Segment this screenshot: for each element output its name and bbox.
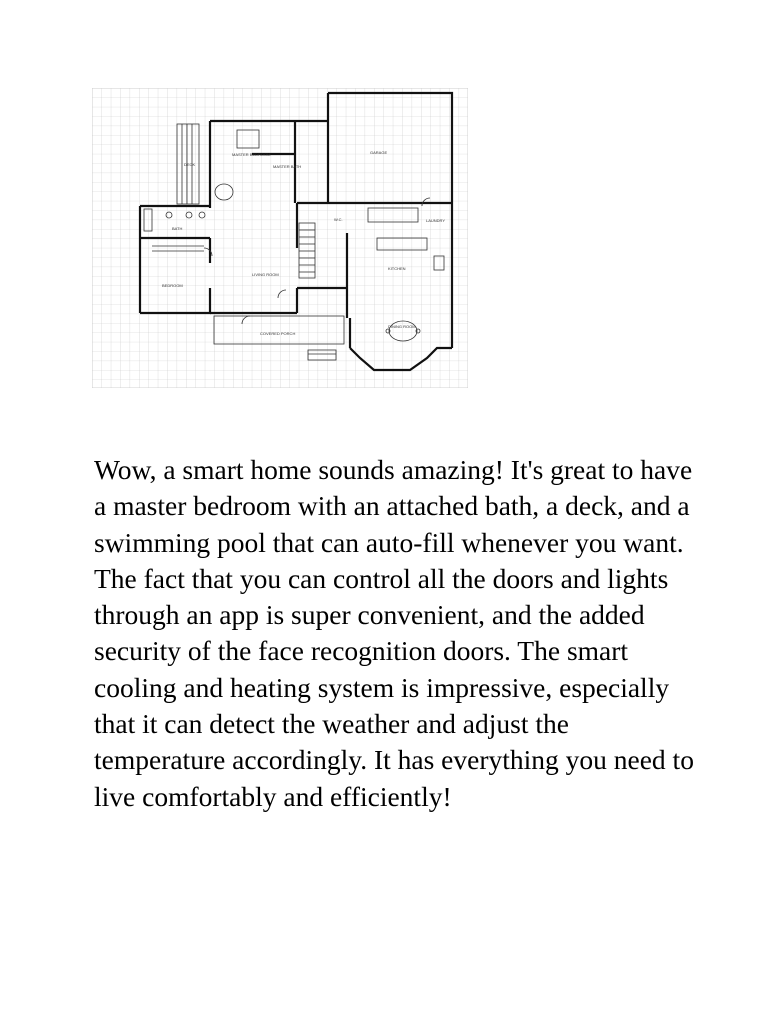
room-label-master-bedroom: MASTER BEDROOM — [232, 152, 271, 157]
body-paragraph: Wow, a smart home sounds amazing! It's great to have a master bedroom with an attached bath, a deck, and a swimming pool that can auto-fill whenever you want. The fact that you can control all the doors and lights through an app is super convenient, and the added security of the face recognition doors. The smart cooling and heating system is impressive, especially that it can detect the weather and adjust the temperature accordingly. It has everything you need to live comfortably and efficiently! — [94, 454, 694, 812]
floor-plan-image — [92, 88, 468, 388]
room-label-deck: DECK — [184, 162, 196, 167]
floor-plan-drawing — [92, 88, 468, 388]
room-label-master-bath: MASTER BATH — [273, 164, 302, 169]
room-label-laundry: LAUNDRY — [426, 218, 446, 223]
room-label-kitchen: KITCHEN — [388, 266, 406, 271]
room-label-living-room: LIVING ROOM — [252, 272, 279, 277]
room-label-wc: W.C. — [334, 217, 343, 222]
room-label-bath: BATH — [172, 226, 183, 231]
room-label-bedroom: BEDROOM — [162, 283, 183, 288]
room-label-garage: GARAGE — [370, 150, 388, 155]
room-label-dining-room: DINING ROOM — [388, 324, 416, 329]
room-label-covered-porch: COVERED PORCH — [260, 331, 296, 336]
